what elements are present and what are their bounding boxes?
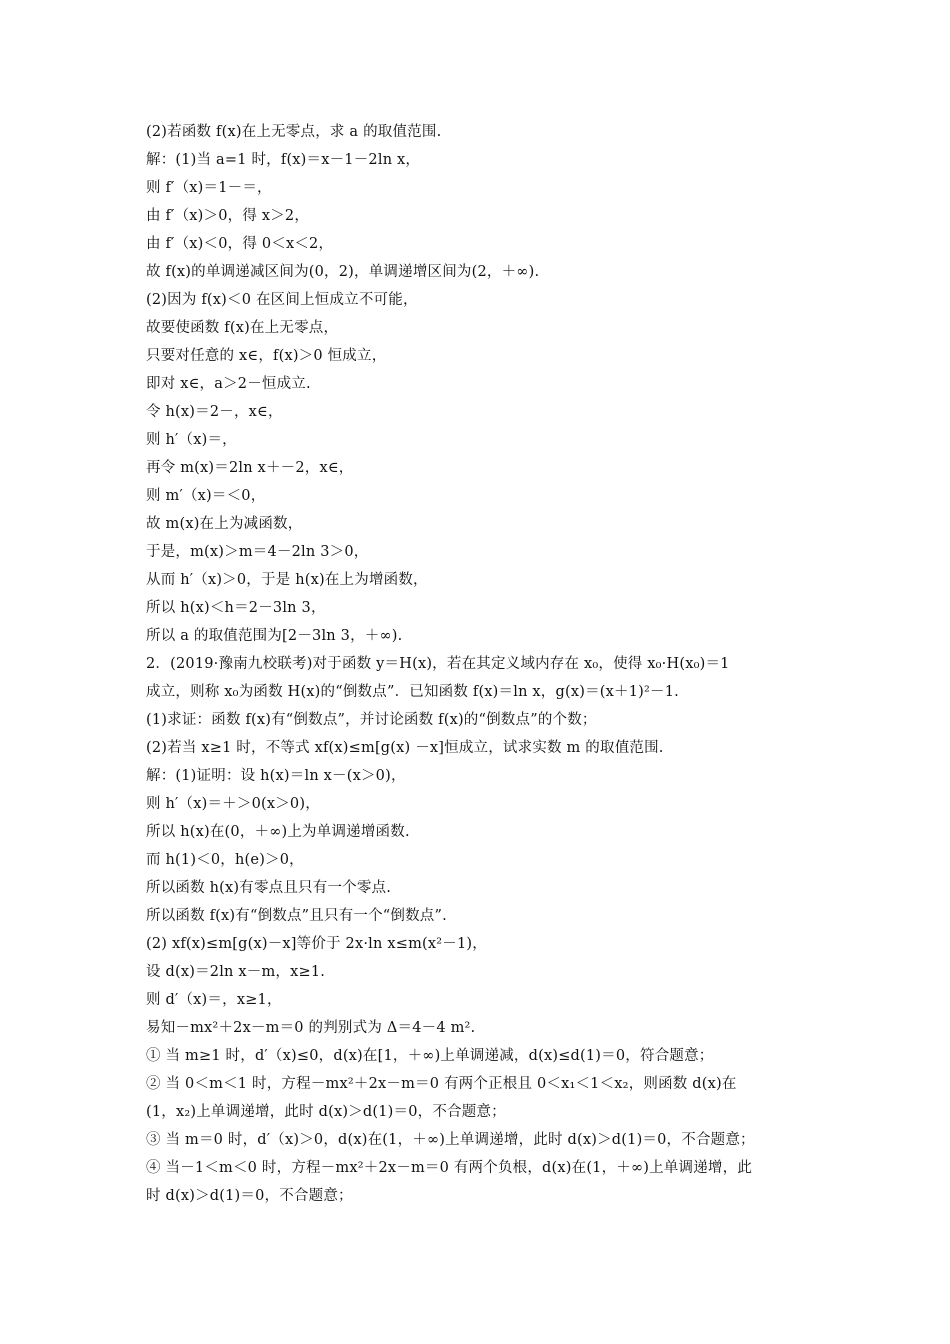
text-line: 从而 h′（x)＞0，于是 h(x)在上为增函数，	[146, 572, 428, 588]
text-line: 解：(1)证明：设 h(x)＝ln x－(x＞0)，	[146, 768, 406, 784]
text-line: 则 h′（x)＝，	[146, 432, 237, 448]
text-line: 故 f(x)的单调递减区间为(0，2)，单调递增区间为(2，＋∞).	[146, 264, 540, 280]
text-line: 则 f′（x)＝1－＝，	[146, 180, 272, 196]
case-2-line: ② 当 0＜m＜1 时，方程－mx²＋2x－m＝0 有两个正根且 0＜x₁＜1＜x₂，则函数 d(x)在	[146, 1076, 737, 1092]
text-line: (1，x₂)上单调递增，此时 d(x)＞d(1)＝0，不合题意；	[146, 1104, 506, 1120]
text-line: (2)若当 x≥1 时，不等式 xf(x)≤m[g(x) －x]恒成立，试求实数 m 的取值范围.	[146, 740, 664, 756]
text-line: (1)求证：函数 f(x)有“倒数点”，并讨论函数 f(x)的“倒数点”的个数；	[146, 712, 597, 728]
text-line: 只要对任意的 x∈，f(x)＞0 恒成立，	[146, 348, 387, 364]
text-line: 故要使函数 f(x)在上无零点，	[146, 320, 339, 336]
text-line: 即对 x∈，a＞2－恒成立.	[146, 376, 311, 392]
text-line: 故 m(x)在上为减函数，	[146, 516, 303, 532]
case-3-line: ③ 当 m＝0 时，d′（x)＞0，d(x)在(1，＋∞)上单调递增，此时 d(x)＞d(1)＝0，不合题意；	[146, 1132, 755, 1148]
text-line: 则 d′（x)＝，x≥1，	[146, 992, 282, 1008]
text-line: 于是，m(x)＞m＝4－2ln 3＞0，	[146, 544, 369, 560]
text-line: 令 h(x)＝2－，x∈，	[146, 404, 283, 420]
text-line: 所以 a 的取值范围为[2－3ln 3，＋∞).	[146, 628, 403, 644]
text-line: 时 d(x)＞d(1)＝0，不合题意；	[146, 1188, 353, 1204]
text-line: 所以函数 h(x)有零点且只有一个零点.	[146, 880, 392, 896]
case-4-line: ④ 当－1＜m＜0 时，方程－mx²＋2x－m＝0 有两个负根，d(x)在(1，＋∞)上单调递增，此	[146, 1160, 753, 1176]
text-line: 所以 h(x)＜h＝2－3ln 3，	[146, 600, 326, 616]
text-line: 所以 h(x)在(0，＋∞)上为单调递增函数.	[146, 824, 410, 840]
text-line: 而 h(1)＜0，h(e)＞0，	[146, 852, 304, 868]
text-line: 则 h′（x)＝＋＞0(x＞0)，	[146, 796, 320, 812]
text-line: (2) xf(x)≤m[g(x)－x]等价于 2x·ln x≤m(x²－1)，	[146, 936, 487, 952]
case-1-line: ① 当 m≥1 时，d′（x)≤0，d(x)在[1，＋∞)上单调递减，d(x)≤d(1)＝0，符合题意；	[146, 1048, 714, 1064]
text-line: 成立，则称 x₀为函数 H(x)的“倒数点”．已知函数 f(x)＝ln x，g(x)＝(x＋1)²－1.	[146, 684, 679, 700]
text-line: 易知－mx²＋2x－m＝0 的判别式为 Δ＝4－4 m².	[146, 1020, 476, 1036]
text-line: 设 d(x)＝2ln x－m，x≥1.	[146, 964, 326, 980]
text-line: 解：(1)当 a=1 时，f(x)＝x－1－2ln x，	[146, 152, 421, 168]
document-body	[146, 118, 826, 1210]
text-line: 则 m′（x)＝＜0，	[146, 488, 266, 504]
text-line: (2)若函数 f(x)在上无零点，求 a 的取值范围.	[146, 124, 442, 140]
text-line: 由 f′（x)＜0，得 0＜x＜2，	[146, 236, 334, 252]
text-line: 所以函数 f(x)有“倒数点”且只有一个“倒数点”.	[146, 908, 447, 924]
text-line: 由 f′（x)＞0，得 x＞2，	[146, 208, 310, 224]
text-line: (2)因为 f(x)＜0 在区间上恒成立不可能，	[146, 292, 418, 308]
problem-2-statement: 2．(2019·豫南九校联考)对于函数 y＝H(x)，若在其定义域内存在 x₀，使得 x₀·H(x₀)＝1	[146, 656, 730, 672]
text-line: 再令 m(x)＝2ln x＋－2，x∈，	[146, 460, 354, 476]
